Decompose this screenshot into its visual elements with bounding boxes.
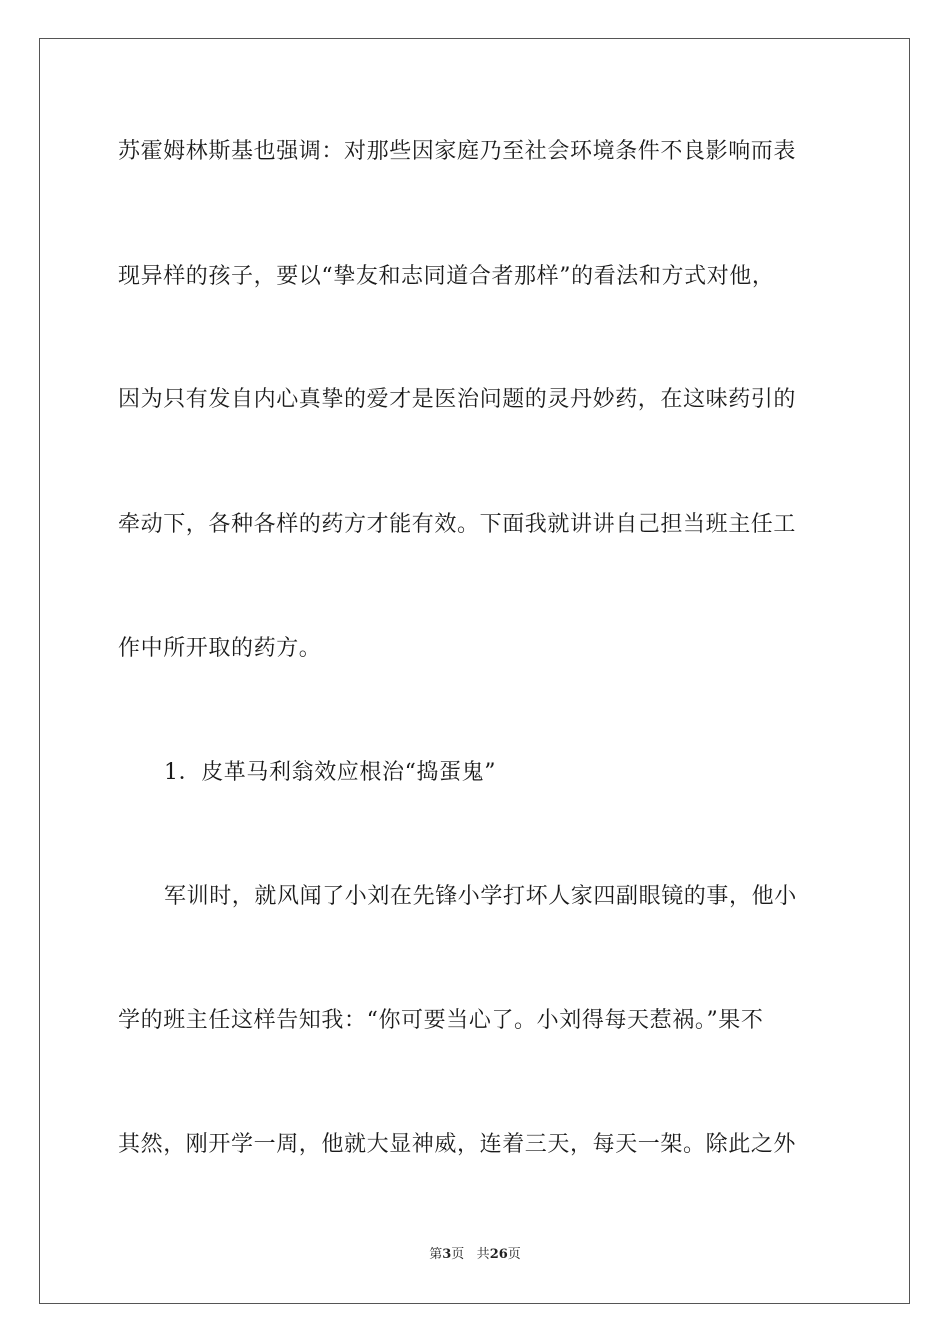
page-footer	[0, 1247, 950, 1263]
section-heading: 1．皮革马利翁效应根治“捣蛋鬼”	[164, 760, 497, 785]
text-line-3: 因为只有发自内心真挚的爱才是医治问题的灵丹妙药，在这味药引的	[118, 387, 797, 412]
text-line-7: 军训时，就风闻了小刘在先锋小学打坏人家四副眼镜的事，他小	[164, 884, 797, 909]
footer-total-suffix: 页	[507, 1247, 521, 1262]
text-line-2: 现异样的孩子，要以“挚友和志同道合者那样”的看法和方式对他，	[118, 264, 775, 289]
footer-page-suffix: 页	[451, 1247, 465, 1262]
text-line-5: 作中所开取的药方。	[118, 636, 322, 661]
text-line-4: 牵动下，各种各样的药方才能有效。下面我就讲讲自己担当班主任工	[118, 512, 797, 537]
footer-page-number: 3	[442, 1247, 452, 1262]
footer-page-prefix: 第	[429, 1247, 443, 1262]
text-line-9: 其然，刚开学一周，他就大显神威，连着三天，每天一架。除此之外	[118, 1132, 797, 1157]
text-line-8: 学的班主任这样告知我：“你可要当心了。小刘得每天惹祸。”果不	[118, 1008, 764, 1033]
page-border	[39, 38, 910, 1304]
footer-total-prefix: 共	[476, 1247, 490, 1262]
footer-total-pages: 26	[489, 1247, 508, 1262]
text-line-1: 苏霍姆林斯基也强调：对那些因家庭乃至社会环境条件不良影响而表	[118, 139, 797, 164]
